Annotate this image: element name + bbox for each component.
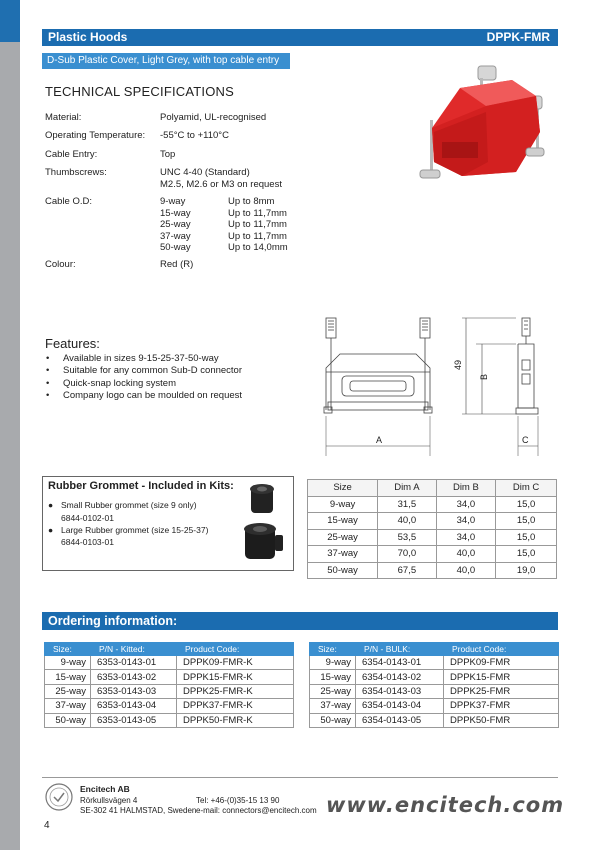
od-value: Up to 11,7mm — [228, 219, 287, 230]
technical-drawing — [316, 312, 560, 458]
table-row: 15-way 40,0 34,0 15,0 — [308, 513, 557, 530]
od-label: Cable O.D: — [45, 196, 92, 207]
features-heading: Features: — [45, 336, 100, 351]
footer-email: e-mail: connectors@encitech.com — [196, 806, 317, 815]
column-header: P/N - Kitted: — [91, 643, 177, 656]
column-header: Size — [308, 480, 378, 497]
title-bar — [42, 29, 558, 46]
table-row: 37-way 70,0 40,0 15,0 — [308, 546, 557, 563]
page-sidebar — [0, 0, 20, 850]
product-photo — [412, 62, 556, 184]
colour-value: Red (R) — [160, 259, 194, 270]
table-header-row — [45, 643, 294, 656]
kit-title: Rubber Grommet - Included in Kits: — [48, 480, 234, 492]
od-size: 37-way — [160, 230, 191, 242]
table-row: 15-way 6353-0143-02 DPPK15-FMR-K — [45, 670, 294, 684]
footer-address-1: Rörkullsvägen 4 — [80, 796, 138, 805]
footer-website[interactable]: www.encitech.com — [326, 793, 565, 817]
table-row: 25-way 53,5 34,0 15,0 — [308, 529, 557, 546]
dimensions-table — [307, 479, 557, 579]
od-value: Up to 11,7mm — [228, 230, 287, 242]
material-value: Polyamid, UL-recognised — [160, 112, 267, 123]
sidebar-accent — [0, 0, 20, 42]
page-number: 4 — [44, 820, 50, 831]
table-row: 9-way 31,5 34,0 15,0 — [308, 496, 557, 513]
table-row: 50-way 67,5 40,0 19,0 — [308, 562, 557, 579]
footer-divider — [42, 777, 558, 778]
od-value: Up to 8mm — [228, 196, 275, 207]
hood-window — [442, 142, 478, 158]
footer-company: Encitech AB — [80, 784, 130, 794]
material-label: Material: — [45, 112, 82, 123]
table-row: 37-way 6353-0143-04 DPPK37-FMR-K — [45, 699, 294, 713]
thumb-label: Thumbscrews: — [45, 167, 107, 178]
od-value: Up to 14,0mm — [228, 242, 288, 253]
footer-address-2: SE-302 41 HALMSTAD, Sweden — [80, 806, 197, 815]
feature-item: • Suitable for any common Sub-D connector — [45, 365, 242, 377]
column-header: Dim C — [496, 480, 557, 497]
certification-seal-icon — [44, 782, 74, 812]
column-header: Product Code: — [177, 643, 294, 656]
column-header: Dim A — [378, 480, 436, 497]
dim-a-label: A — [376, 435, 383, 445]
ordering-bar: Ordering information: — [42, 612, 558, 630]
page-title: Plastic Hoods — [48, 30, 128, 44]
od-size: 9-way — [160, 196, 186, 207]
dim-49-label: 49 — [453, 359, 463, 370]
column-header: Product Code: — [444, 643, 559, 656]
table-row: 15-way 6354-0143-02 DPPK15-FMR — [310, 670, 559, 684]
temp-label: Operating Temperature: — [45, 130, 146, 141]
footer-tel: Tel: +46-(0)35-15 13 90 — [196, 796, 280, 805]
tech-spec-heading: TECHNICAL SPECIFICATIONS — [45, 84, 234, 99]
entry-label: Cable Entry: — [45, 149, 98, 160]
grommet-photo — [237, 481, 291, 567]
od-size: 15-way — [160, 207, 191, 219]
table-row: 50-way 6354-0143-05 DPPK50-FMR — [310, 713, 559, 727]
thumbscrew-icon — [526, 148, 544, 156]
subtitle-bar: D-Sub Plastic Cover, Light Grey, with top cable entry — [42, 53, 290, 69]
table-row: 9-way 6354-0143-01 DPPK09-FMR — [310, 656, 559, 670]
thumbscrew-icon — [478, 66, 496, 80]
table-header-row — [308, 480, 557, 497]
colour-label: Colour: — [45, 259, 76, 270]
table-row: 50-way 6353-0143-05 DPPK50-FMR-K — [45, 713, 294, 727]
column-header: Size: — [310, 643, 356, 656]
table-header-row — [310, 643, 559, 656]
feature-item: • Company logo can be moulded on request — [45, 390, 242, 402]
kit-code: 6844-0103-01 — [61, 537, 114, 547]
od-size: 25-way — [160, 219, 191, 230]
temp-value: -55°C to +110°C — [160, 130, 229, 141]
feature-item: • Quick-snap locking system — [45, 378, 242, 390]
bulk-order-table — [309, 642, 559, 728]
product-code: DPPK-FMR — [486, 30, 550, 44]
entry-value: Top — [160, 149, 176, 160]
column-header: Dim B — [436, 480, 496, 497]
feature-item: • Available in sizes 9-15-25-37-50-way — [45, 353, 242, 365]
grommet-kit-box: Rubber Grommet - Included in Kits: ● Small Rubber grommet (size 9 only) 6844-0102-01 ● Large Rubber grommet (size 15-25-37) 6844-0103-01 — [42, 476, 294, 571]
column-header: Size: — [45, 643, 91, 656]
dim-c-label: C — [522, 435, 529, 445]
features-list — [45, 353, 242, 402]
od-value: Up to 11,7mm — [228, 207, 287, 219]
thumb-value-1: UNC 4-40 (Standard) — [160, 167, 250, 178]
thumb-value-2: M2.5, M2.6 or M3 on request — [160, 179, 282, 190]
dim-b-label: B — [479, 373, 489, 380]
table-row: 25-way 6354-0143-03 DPPK25-FMR — [310, 684, 559, 698]
table-row: 9-way 6353-0143-01 DPPK09-FMR-K — [45, 656, 294, 670]
od-size: 50-way — [160, 242, 191, 253]
table-row: 37-way 6354-0143-04 DPPK37-FMR — [310, 699, 559, 713]
thumbscrew-icon — [420, 170, 440, 178]
table-row: 25-way 6353-0143-03 DPPK25-FMR-K — [45, 684, 294, 698]
column-header: P/N - BULK: — [356, 643, 444, 656]
kit-code: 6844-0102-01 — [61, 513, 114, 523]
kitted-order-table — [44, 642, 294, 728]
